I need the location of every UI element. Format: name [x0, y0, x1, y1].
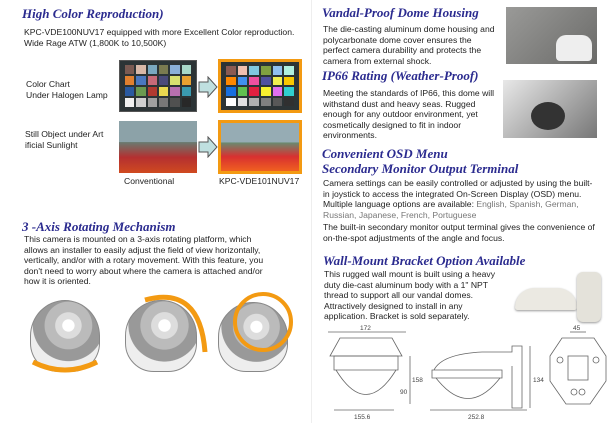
color-swatch [238, 66, 248, 75]
heading-3-axis: 3 -Axis Rotating Mechanism [22, 219, 176, 234]
vandal-text: The die-casting aluminum dome housing and polycarbonate dome cover ensures the perfect camera durability and protects the camera from external shock. [323, 24, 495, 66]
color-swatch [148, 76, 157, 85]
color-swatch [148, 65, 157, 74]
color-swatch [226, 77, 236, 86]
color-swatch [284, 98, 294, 107]
dim-dome: 90 [400, 389, 408, 396]
color-swatch [159, 87, 168, 96]
color-swatch [148, 98, 157, 107]
color-swatch [261, 77, 271, 86]
color-swatch [273, 98, 283, 107]
color-swatch [273, 77, 283, 86]
color-swatch [136, 65, 145, 74]
color-swatch [125, 65, 134, 74]
hammer-dome-photo [506, 7, 597, 64]
label-line: ificial Sunlight [25, 139, 78, 150]
color-desc-line2: Wide Rage ATW (1,800K to 10,500K) [24, 37, 167, 48]
dim-depth: 252.8 [468, 414, 485, 421]
color-swatch [182, 76, 191, 85]
heading-monitor-output: Secondary Monitor Output Terminal [322, 161, 519, 176]
wall-bracket-photo [515, 270, 605, 323]
color-swatch [249, 87, 259, 96]
color-swatch [273, 66, 283, 75]
color-swatch [226, 66, 236, 75]
dim-hole: 45 [573, 325, 581, 332]
column-divider [311, 0, 312, 423]
label-line: Color Chart [26, 79, 70, 89]
label-still-object [25, 129, 103, 150]
weatherproof-dome-photo [503, 80, 597, 138]
color-swatch [136, 87, 145, 96]
color-swatch [284, 66, 294, 75]
color-swatch [284, 77, 294, 86]
color-swatch [148, 87, 157, 96]
label-color-chart [26, 79, 108, 100]
still-object-conventional [119, 121, 197, 173]
color-swatch [159, 76, 168, 85]
color-swatch [249, 77, 259, 86]
color-swatch [261, 87, 271, 96]
color-swatch [170, 98, 179, 107]
color-swatch [226, 98, 236, 107]
heading-ip66: IP66 Rating (Weather-Proof) [322, 68, 479, 83]
osd-text-2: The built-in secondary monitor output terminal gives the convenience of on-the-spot adjustments of the angle and focus. [323, 222, 595, 243]
caption-conventional: Conventional [124, 176, 175, 186]
dim-width: 172 [360, 325, 371, 332]
color-swatch [182, 65, 191, 74]
color-desc-line1: KPC-VDE100NUV17 equipped with more Excellent Color reproduction. [24, 27, 295, 37]
arrow-right-icon [198, 136, 218, 158]
color-swatch [125, 87, 134, 96]
color-swatch [182, 98, 191, 107]
color-swatch [125, 76, 134, 85]
osd-languages: English, Spanish, German, Russian, Japanese, French, Portuguese [323, 199, 579, 220]
heading-color-reproduction: High Color Reproduction) [22, 6, 164, 21]
color-swatch [136, 98, 145, 107]
color-swatch [182, 87, 191, 96]
arrow-right-icon [198, 76, 218, 98]
color-swatch [284, 87, 294, 96]
still-object-enhanced [218, 120, 302, 174]
color-swatch [125, 98, 134, 107]
label-line: Under Halogen Lamp [26, 89, 108, 100]
color-swatch [238, 87, 248, 96]
heading-vandal-proof: Vandal-Proof Dome Housing [322, 5, 479, 20]
wall-text: This rugged wall mount is built using a heavy duty die-cast aluminum body with a 1" NPT thread to support all our vandal domes. Attractively designed to install in any application. Bracket is sold separately. [324, 269, 496, 322]
label-line: Still Object under Art [25, 129, 104, 139]
rotation-arrows-icon [25, 290, 305, 380]
dim-height: 158 [412, 377, 423, 384]
color-swatch [238, 98, 248, 107]
color-swatch [249, 98, 259, 107]
color-swatch [159, 98, 168, 107]
color-swatch [170, 87, 179, 96]
color-swatch [273, 87, 283, 96]
osd-text-main: Camera settings can be easily controlled or adjusted by using the built-in joystick to access the integrated On-Screen Display (OSD) menu. Multiple language options are available: [323, 178, 593, 210]
ip66-text: Meeting the standards of IP66, this dome will withstand dust and heavy seas. Rugged enough for any outdoor environment, yet cosmetically designed to fit in indoor environments. [323, 88, 495, 141]
osd-text [323, 178, 595, 220]
color-swatch [261, 66, 271, 75]
heading-wall-mount: Wall-Mount Bracket Option Available [323, 253, 526, 268]
color-chart-conventional [119, 60, 197, 112]
heading-osd-menu: Convenient OSD Menu [322, 146, 448, 161]
color-swatch [261, 98, 271, 107]
bracket-dimension-drawings [322, 324, 607, 423]
dim-plate: 134 [533, 377, 544, 384]
color-desc [24, 27, 314, 48]
color-swatch [159, 65, 168, 74]
color-swatch [226, 87, 236, 96]
color-swatch [249, 66, 259, 75]
axis-text: This camera is mounted on a 3-axis rotating platform, which allows an installer to easily adjust the field of view horizontally, vertically, and/or with a rotary movement. With this feature, you don't need to worry about where the camera is attached and/or how it is oriented. [24, 234, 264, 287]
caption-model: KPC-VDE101NUV17 [219, 176, 300, 186]
color-swatch [238, 77, 248, 86]
color-chart-enhanced [218, 59, 302, 113]
color-swatch [170, 76, 179, 85]
color-swatch [136, 76, 145, 85]
color-swatch [170, 65, 179, 74]
dim-base: 155.6 [354, 414, 371, 421]
